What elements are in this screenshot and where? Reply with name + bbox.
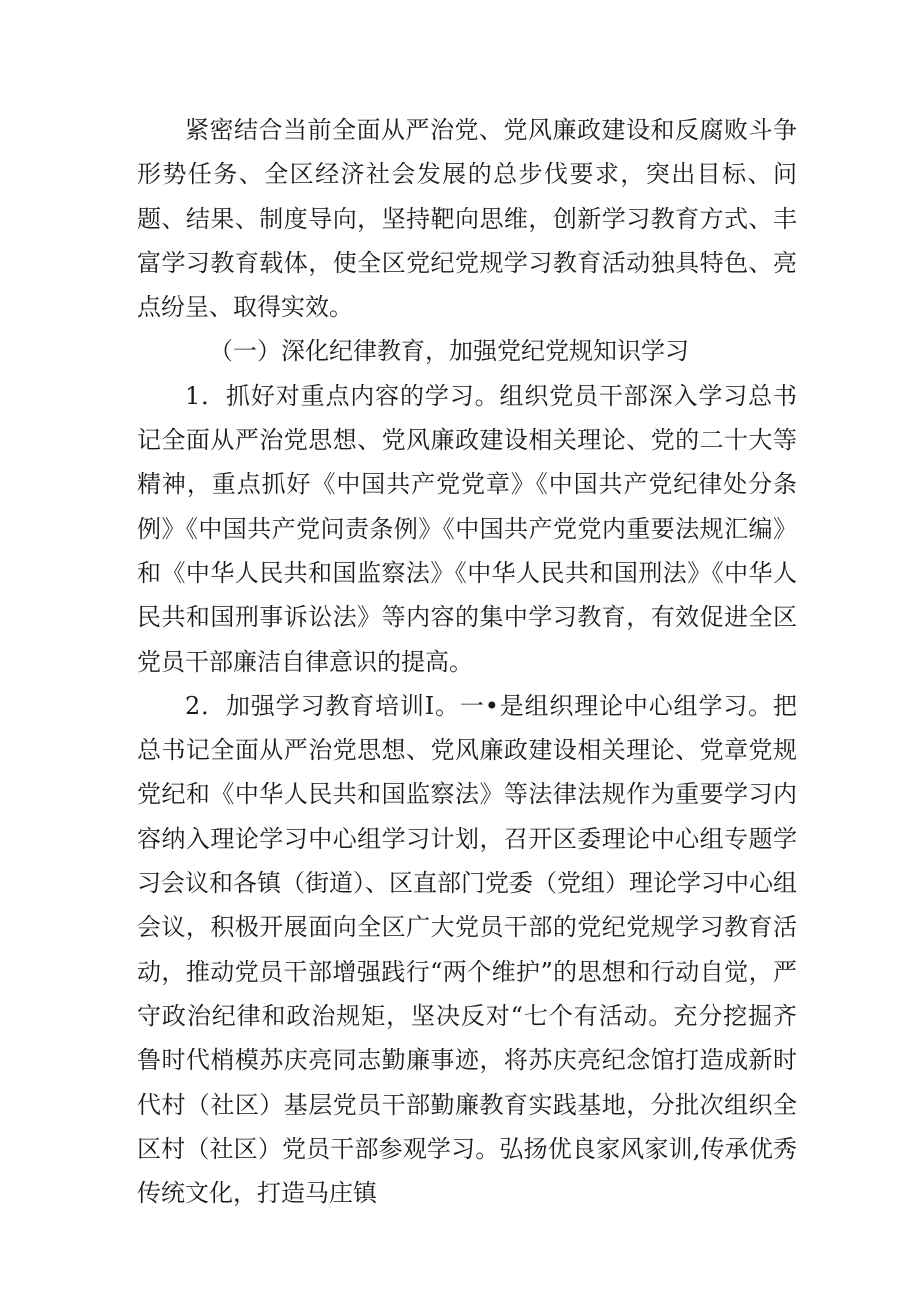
paragraph-intro: 紧密结合当前全面从严治党、党风廉政建设和反腐败斗争形势任务、全区经济社会发展的总步伐要求，突出目标、问题、结果、制度导向，坚持靶向思维，创新学习教育方式、丰富学习教育载体，使全区党纪党规学习教育活动独具特色、亮点纷呈、取得实效。 xyxy=(137,116,797,322)
paragraph-item-1: 1．抓好对重点内容的学习。组织党员干部深入学习总书记全面从严治党思想、党风廉政建设相关理论、党的二十大等精神，重点抓好《中国共产党党章》《中国共产党纪律处分条例》《中国共产党问责条例》《中国共产党党内重要法规汇编》和《中华人民共和国监察法》《中华人民共和国刑法》《中华人民共和国刑事诉讼法》等内容的集中学习教育，有效促进全区党员干部廉洁自律意识的提高。 xyxy=(137,381,797,676)
document-body xyxy=(137,108,797,1215)
paragraph-item-2: 2．加强学习教育培训I。一•是组织理论中心组学习。把总书记全面从严治党思想、党风廉政建设相关理论、党章党规党纪和《中华人民共和国监察法》等法律法规作为重要学习内容纳入理论学习中心组学习计划，召开区委理论中心组专题学习会议和各镇（街道）、区直部门党委（党组）理论学习中心组会议，积极开展面向全区广大党员干部的党纪党规学习教育活动，推动党员干部增强践行“两个维护”的思想和行动自觉，严守政治纪律和政治规矩，坚决反对“七个有活动。充分挖掘齐鲁时代梢模苏庆亮同志勤廉事迹，将苏庆亮纪念馆打造成新时代村（社区）基层党员干部勤廉教育实践基地，分批次组织全区村（社区）党员干部参观学习。弘扬优良家风家训,传承优秀传统文化，打造马庄镇 xyxy=(137,691,797,1208)
section-heading: （一）深化纪律教育，加强党纪党规知识学习 xyxy=(209,337,689,366)
